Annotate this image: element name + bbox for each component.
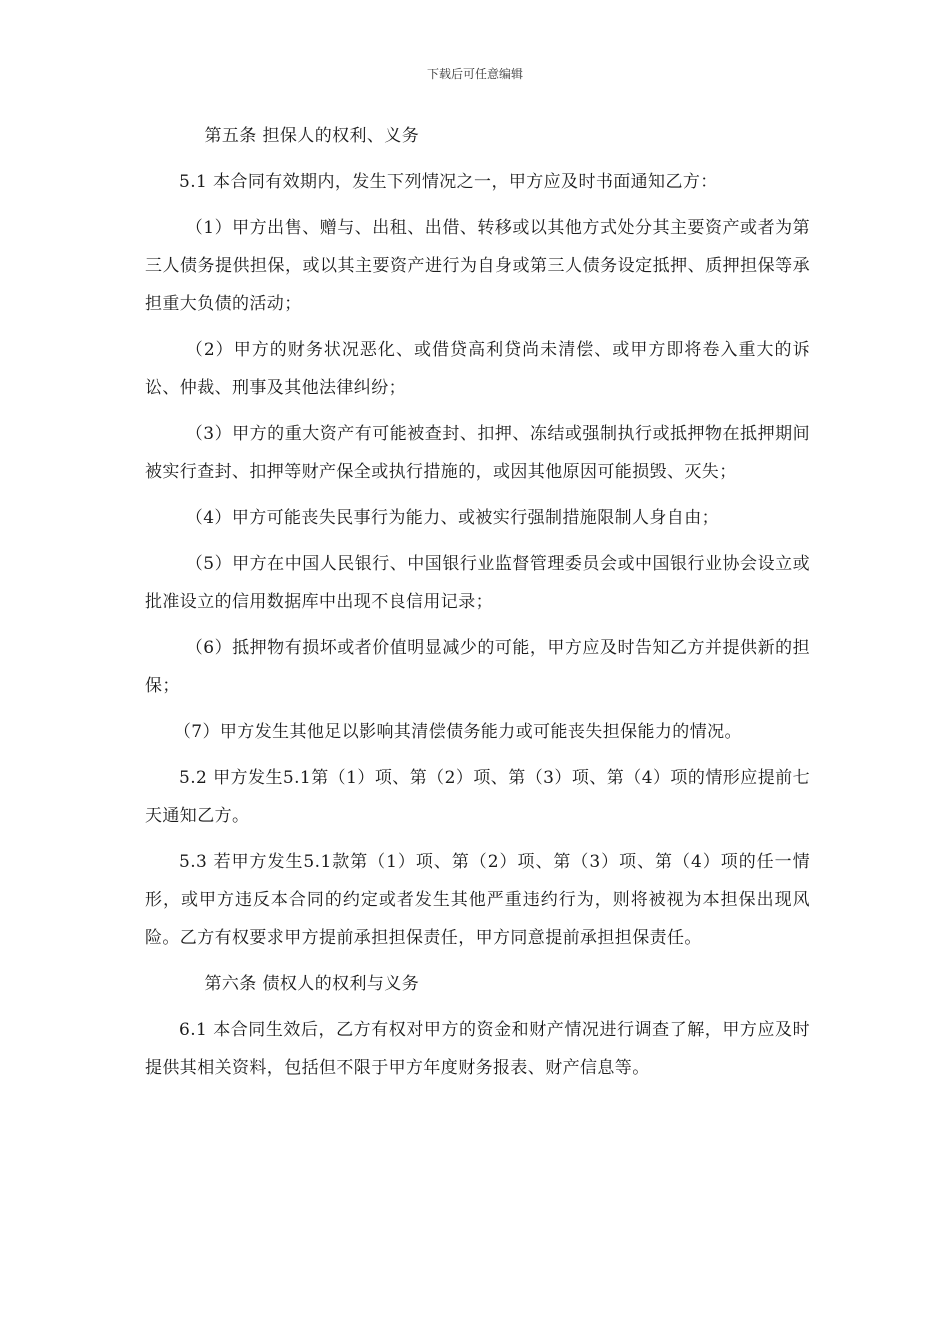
clause-5-1-item-7: （7）甲方发生其他足以影响其清偿债务能力或可能丧失担保能力的情况。 xyxy=(173,722,742,742)
clause-5-1-item-4: （4）甲方可能丧失民事行为能力、或被实行强制措施限制人身自由； xyxy=(185,508,720,528)
clause-5-3: 5.3 若甲方发生5.1款第（1）项、第（2）项、第（3）项、第（4）项的任一情形，或甲方违反本合同的约定或者发生其他严重违约行为，则将被视为本担保出现风险。乙方有权要求甲方提前承担担保责任，甲方同意提前承担担保责任。 xyxy=(145,852,810,948)
clause-5-1-item-5: （5）甲方在中国人民银行、中国银行业监督管理委员会或中国银行业协会设立或批准设立的信用数据库中出现不良信用记录； xyxy=(145,554,810,612)
clause-5-1: 5.1 本合同有效期内，发生下列情况之一，甲方应及时书面通知乙方： xyxy=(179,172,718,192)
clause-6-1: 6.1 本合同生效后，乙方有权对甲方的资金和财产情况进行调查了解，甲方应及时提供其相关资料，包括但不限于甲方年度财务报表、财产信息等。 xyxy=(145,1020,810,1078)
clause-5-1-item-3: （3）甲方的重大资产有可能被查封、扣押、冻结或强制执行或抵押物在抵押期间被实行查封、扣押等财产保全或执行措施的，或因其他原因可能损毁、灭失； xyxy=(145,424,810,482)
clause-5-1-item-1: （1）甲方出售、赠与、出租、出借、转移或以其他方式处分其主要资产或者为第三人债务提供担保，或以其主要资产进行为自身或第三人债务设定抵押、质押担保等承担重大负债的活动； xyxy=(145,218,810,314)
article-6-heading: 第六条 债权人的权利与义务 xyxy=(204,974,420,994)
article-5-heading: 第五条 担保人的权利、义务 xyxy=(204,126,420,146)
clause-5-2: 5.2 甲方发生5.1第（1）项、第（2）项、第（3）项、第（4）项的情形应提前七天通知乙方。 xyxy=(145,768,810,826)
page-header: 下载后可任意编辑 xyxy=(426,67,523,81)
clause-5-1-item-6: （6）抵押物有损坏或者价值明显减少的可能，甲方应及时告知乙方并提供新的担保； xyxy=(145,638,810,696)
document-body xyxy=(145,117,810,1095)
clause-5-1-item-2: （2）甲方的财务状况恶化、或借贷高利贷尚未清偿、或甲方即将卷入重大的诉讼、仲裁、刑事及其他法律纠纷； xyxy=(145,340,810,398)
